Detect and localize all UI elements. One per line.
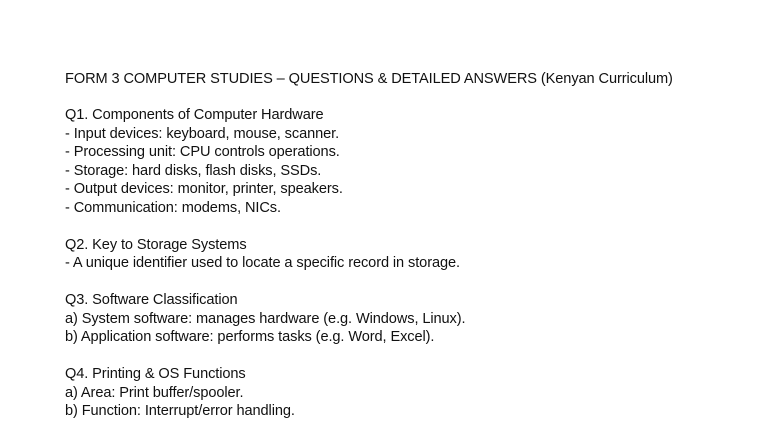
question-section-q4 (65, 365, 465, 421)
answer-line: b) Function: Interrupt/error handling. (65, 403, 295, 419)
answer-line: a) Area: Print buffer/spooler. (65, 384, 244, 401)
question-heading: Q4. Printing & OS Functions (65, 366, 246, 382)
question-heading: Q1. Components of Computer Hardware (65, 107, 324, 123)
document-title: FORM 3 COMPUTER STUDIES – QUESTIONS & DETAILED ANSWERS (Kenyan Curriculum) (65, 71, 673, 87)
question-heading: Q2. Key to Storage Systems (65, 236, 247, 253)
answer-line: - Processing unit: CPU controls operations. (65, 144, 340, 160)
answer-line: - A unique identifier used to locate a specific record in storage. (65, 255, 460, 271)
answer-line: a) System software: manages hardware (e.g. Windows, Linux). (65, 310, 466, 327)
question-section-q3 (65, 291, 465, 347)
answer-line: - Communication: modems, NICs. (65, 199, 281, 216)
question-list (65, 106, 465, 439)
answer-line: b) Application software: performs tasks (e.g. Word, Excel). (65, 329, 435, 345)
answer-line: - Output devices: monitor, printer, speakers. (65, 181, 343, 197)
answer-line: - Input devices: keyboard, mouse, scanner. (65, 125, 340, 142)
question-heading: Q3. Software Classification (65, 292, 238, 308)
answer-line: - Storage: hard disks, flash disks, SSDs. (65, 162, 322, 179)
question-section-q2 (65, 236, 465, 273)
question-section-q1 (65, 106, 465, 217)
